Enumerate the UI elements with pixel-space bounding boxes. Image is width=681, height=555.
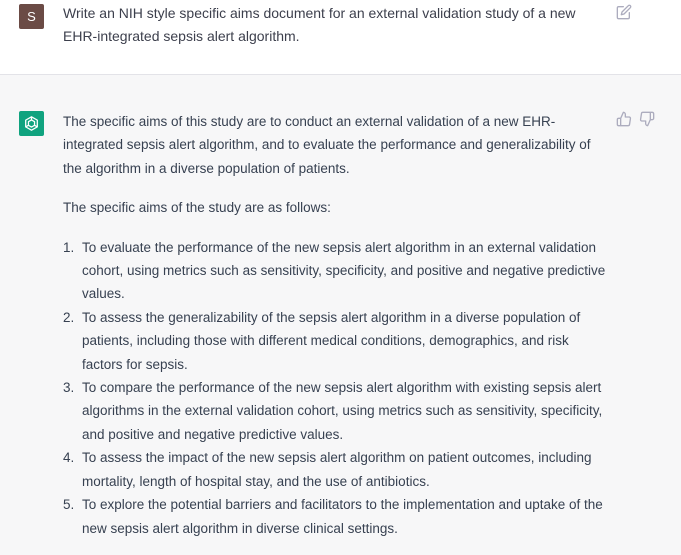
openai-logo-icon — [19, 111, 44, 136]
list-item-text: To explore the potential barriers and facilitators to the implementation and uptake of the new sepsis alert algorithm in diverse clinical settings. — [82, 497, 603, 536]
thumbs-down-icon[interactable] — [639, 111, 655, 127]
list-item-text: To compare the performance of the new sepsis alert algorithm with existing sepsis alert algorithms in the external validation cohort, using metrics such as sensitivity, specificity, and positive and negative predictive values. — [82, 380, 603, 442]
aims-heading: The specific aims of the study are as follows: — [63, 200, 331, 216]
edit-icon[interactable] — [616, 4, 632, 20]
list-item — [63, 236, 613, 306]
list-item-text: To evaluate the performance of the new sepsis alert algorithm in an external validation cohort, using metrics such as sensitivity, specificity, and positive and negative predictive values. — [82, 239, 606, 302]
list-item — [63, 446, 613, 493]
list-item-number: 5. — [63, 497, 75, 513]
assistant-message-row — [0, 75, 681, 555]
list-item-number: 4. — [63, 450, 75, 466]
list-item — [63, 376, 613, 446]
list-item — [63, 493, 613, 540]
list-item-number: 2. — [63, 309, 75, 325]
aims-list — [63, 236, 613, 540]
user-message-text: Write an NIH style specific aims document for an external validation study of a new EHR-integrated sepsis alert algorithm. — [63, 5, 576, 44]
list-item-text: To assess the generalizability of the sepsis alert algorithm in a diverse population of patients, including those with different medical conditions, demographics, and risk factors for sepsis. — [82, 309, 581, 372]
list-item — [63, 306, 613, 376]
list-item-text: To assess the impact of the new sepsis alert algorithm on patient outcomes, including mortality, length of hospital stay, and the use of antibiotics. — [82, 450, 592, 489]
thumbs-up-icon[interactable] — [616, 111, 632, 127]
user-message-row — [0, 0, 681, 75]
assistant-response — [63, 110, 613, 540]
list-item-number: 3. — [63, 380, 75, 396]
user-avatar: S — [19, 4, 44, 29]
list-item-number: 1. — [63, 239, 75, 255]
response-intro: The specific aims of this study are to conduct an external validation of a new EHR-integrated sepsis alert algorithm, and to evaluate the performance and generalizability of the algorithm in a diverse population of patients. — [63, 114, 591, 176]
